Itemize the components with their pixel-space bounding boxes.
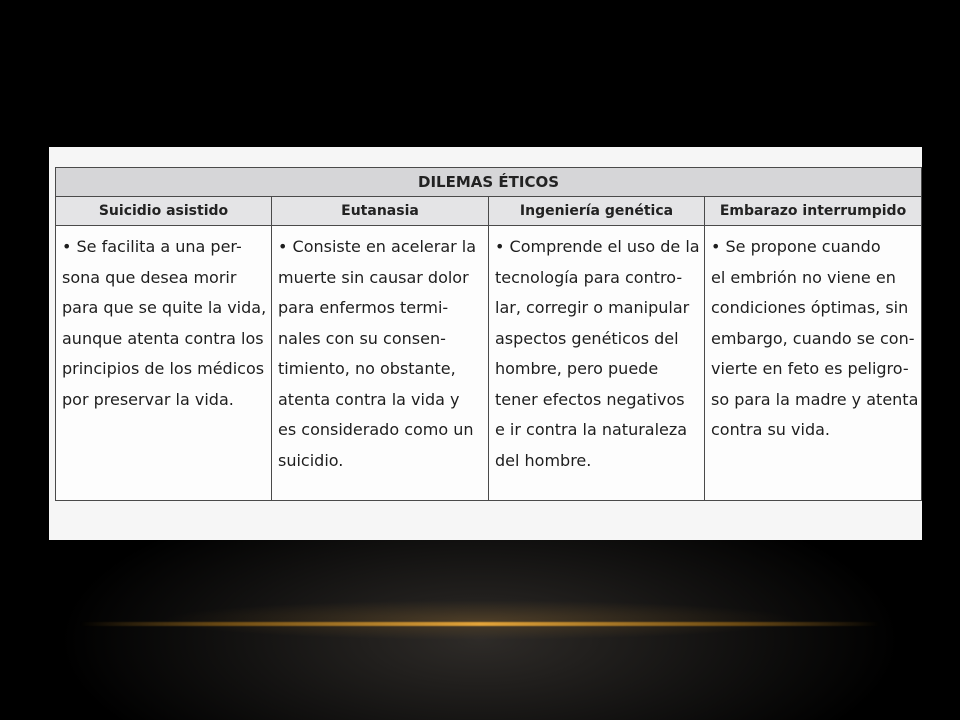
table-title: DILEMAS ÉTICOS xyxy=(56,168,922,197)
dilemas-eticos-table xyxy=(55,167,922,501)
cell-text-embarazo-interrumpido: • Se propone cuando el embrión no viene en condiciones óptimas, sin embargo, cuando se con- vierte en feto es peligro- so para la madre y atenta contra su vida. xyxy=(711,237,919,439)
cell-ingenieria-genetica xyxy=(489,226,705,501)
cell-suicidio-asistido xyxy=(56,226,272,501)
column-header-embarazo-interrumpido: Embarazo interrumpido xyxy=(705,197,922,226)
cell-text-ingenieria-genetica: • Comprende el uso de la tecnología para contro- lar, corregir o manipular aspectos genéticos del hombre, pero puede tener efectos negativos e ir contra la naturaleza del hombre. xyxy=(495,237,700,470)
bottom-glow-line xyxy=(80,622,880,626)
column-header-eutanasia: Eutanasia xyxy=(272,197,489,226)
bottom-glow-halo xyxy=(160,600,800,640)
cell-text-eutanasia: • Consiste en acelerar la muerte sin causar dolor para enfermos termi- nales con su consen- timiento, no obstante, atenta contra la vida y es considerado como un suicidio. xyxy=(278,237,477,470)
cell-eutanasia xyxy=(272,226,489,501)
column-header-suicidio-asistido: Suicidio asistido xyxy=(56,197,272,226)
slide-image xyxy=(49,147,922,540)
column-header-ingenieria-genetica: Ingeniería genética xyxy=(489,197,705,226)
cell-text-suicidio-asistido: • Se facilita a una per- sona que desea morir para que se quite la vida, aunque atenta contra los principios de los médicos por preservar la vida. xyxy=(62,237,267,409)
cell-embarazo-interrumpido xyxy=(705,226,922,501)
